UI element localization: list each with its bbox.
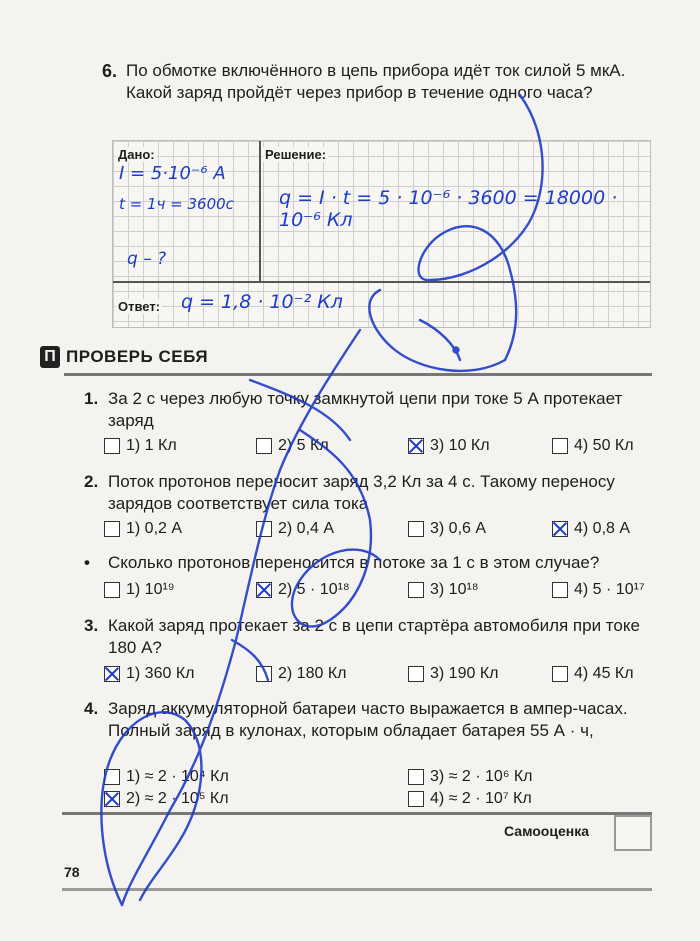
checkbox[interactable] xyxy=(408,769,424,785)
section-title: ПРОВЕРЬ СЕБЯ xyxy=(66,347,209,366)
question-text: Сколько протонов переносится в потоке за 1 с в этом случае? xyxy=(108,553,600,572)
question-2 xyxy=(84,471,652,515)
grid-divider-horizontal xyxy=(113,281,650,283)
q2-option-3[interactable]: 3) 0,6 А xyxy=(408,520,486,538)
checkbox[interactable] xyxy=(408,791,424,807)
q1-option-3[interactable]: 3) 10 Кл xyxy=(408,437,490,455)
qb-option-2[interactable]: 2) 5 · 10¹⁸ xyxy=(256,581,350,599)
task-6 xyxy=(102,60,657,104)
question-number: 2. xyxy=(84,472,99,491)
question-4 xyxy=(84,698,652,742)
question-number: • xyxy=(84,553,90,572)
section-icon: П xyxy=(40,346,60,368)
task-text: По обмотке включённого в цепь прибора идёт ток силой 5 мкА. Какой заряд пройдёт через прибор в течение одного часа? xyxy=(126,61,626,102)
footer-bottom-rule xyxy=(62,888,652,891)
checkbox[interactable] xyxy=(256,666,272,682)
hw-solution: q = I · t = 5 · 10⁻⁶ · 3600 = 18000 · 10⁻⁶ Кл xyxy=(279,187,618,231)
q4-option-4[interactable]: 4) ≈ 2 · 10⁷ Кл xyxy=(408,790,532,808)
checkbox-checked[interactable] xyxy=(408,438,424,454)
q3-option-4[interactable]: 4) 45 Кл xyxy=(552,665,634,683)
task-number: 6. xyxy=(102,61,118,81)
footer-rule xyxy=(62,812,652,815)
question-text: Поток протонов переносит заряд 3,2 Кл за 4 с. Такому переносу зарядов соответствует сила тока xyxy=(108,472,615,513)
checkbox-checked[interactable] xyxy=(552,521,568,537)
hw-answer: q = 1,8 · 10⁻² Кл xyxy=(181,291,343,313)
answer-label: Ответ: xyxy=(118,299,161,314)
q2-option-2[interactable]: 2) 0,4 А xyxy=(256,520,334,538)
scribble-dot xyxy=(454,348,459,353)
checkbox-checked[interactable] xyxy=(104,791,120,807)
checkbox[interactable] xyxy=(104,438,120,454)
checkbox[interactable] xyxy=(552,666,568,682)
checkbox[interactable] xyxy=(552,582,568,598)
checkbox-checked[interactable] xyxy=(104,666,120,682)
checkbox[interactable] xyxy=(552,438,568,454)
question-text: Какой заряд протекает за 2 с в цепи стартёра автомобиля при токе 180 А? xyxy=(108,616,640,657)
checkbox[interactable] xyxy=(104,521,120,537)
hw-given-current: I = 5·10⁻⁶ A xyxy=(119,163,226,184)
self-eval-box[interactable] xyxy=(614,815,652,851)
page-number: 78 xyxy=(64,864,80,880)
q3-option-2[interactable]: 2) 180 Кл xyxy=(256,665,346,683)
qb-option-4[interactable]: 4) 5 · 10¹⁷ xyxy=(552,581,645,599)
question-number: 4. xyxy=(84,699,99,718)
q1-option-2[interactable]: 2) 5 Кл xyxy=(256,437,329,455)
checkbox[interactable] xyxy=(408,521,424,537)
checkbox[interactable] xyxy=(104,582,120,598)
question-3 xyxy=(84,615,652,659)
checkbox[interactable] xyxy=(104,769,120,785)
q1-option-4[interactable]: 4) 50 Кл xyxy=(552,437,634,455)
grid-divider-vertical xyxy=(259,141,261,281)
question-text: Заряд аккумуляторной батареи часто выражается в ампер-часах. Полный заряд в кулонах, которым обладает батарея 55 А · ч, xyxy=(108,699,628,740)
q2-option-1[interactable]: 1) 0,2 А xyxy=(104,520,182,538)
q3-option-3[interactable]: 3) 190 Кл xyxy=(408,665,498,683)
given-label: Дано: xyxy=(118,147,155,162)
question-bullet xyxy=(84,552,652,574)
q4-option-1[interactable]: 1) ≈ 2 · 10⁴ Кл xyxy=(104,768,229,786)
qb-option-1[interactable]: 1) 10¹⁹ xyxy=(104,581,175,599)
solution-grid xyxy=(112,140,651,328)
question-text: За 2 с через любую точку замкнутой цепи при токе 5 А протекает заряд xyxy=(108,389,623,430)
question-number: 3. xyxy=(84,616,99,635)
qb-option-3[interactable]: 3) 10¹⁸ xyxy=(408,581,479,599)
q3-option-1[interactable]: 1) 360 Кл xyxy=(104,665,194,683)
q4-option-3[interactable]: 3) ≈ 2 · 10⁶ Кл xyxy=(408,768,533,786)
question-number: 1. xyxy=(84,389,99,408)
checkbox[interactable] xyxy=(256,438,272,454)
question-1 xyxy=(84,388,652,432)
solution-label: Решение: xyxy=(265,147,327,162)
checkbox[interactable] xyxy=(408,582,424,598)
section-rule xyxy=(64,373,652,376)
checkbox[interactable] xyxy=(256,521,272,537)
checkbox-checked[interactable] xyxy=(256,582,272,598)
hw-given-time: t = 1ч = 3600с xyxy=(119,195,234,213)
q2-option-4[interactable]: 4) 0,8 А xyxy=(552,520,630,538)
checkbox[interactable] xyxy=(408,666,424,682)
hw-find: q – ? xyxy=(127,249,167,269)
q4-option-2[interactable]: 2) ≈ 2 · 10⁵ Кл xyxy=(104,790,229,808)
self-eval-label: Самооценка xyxy=(504,823,589,839)
q1-option-1[interactable]: 1) 1 Кл xyxy=(104,437,177,455)
